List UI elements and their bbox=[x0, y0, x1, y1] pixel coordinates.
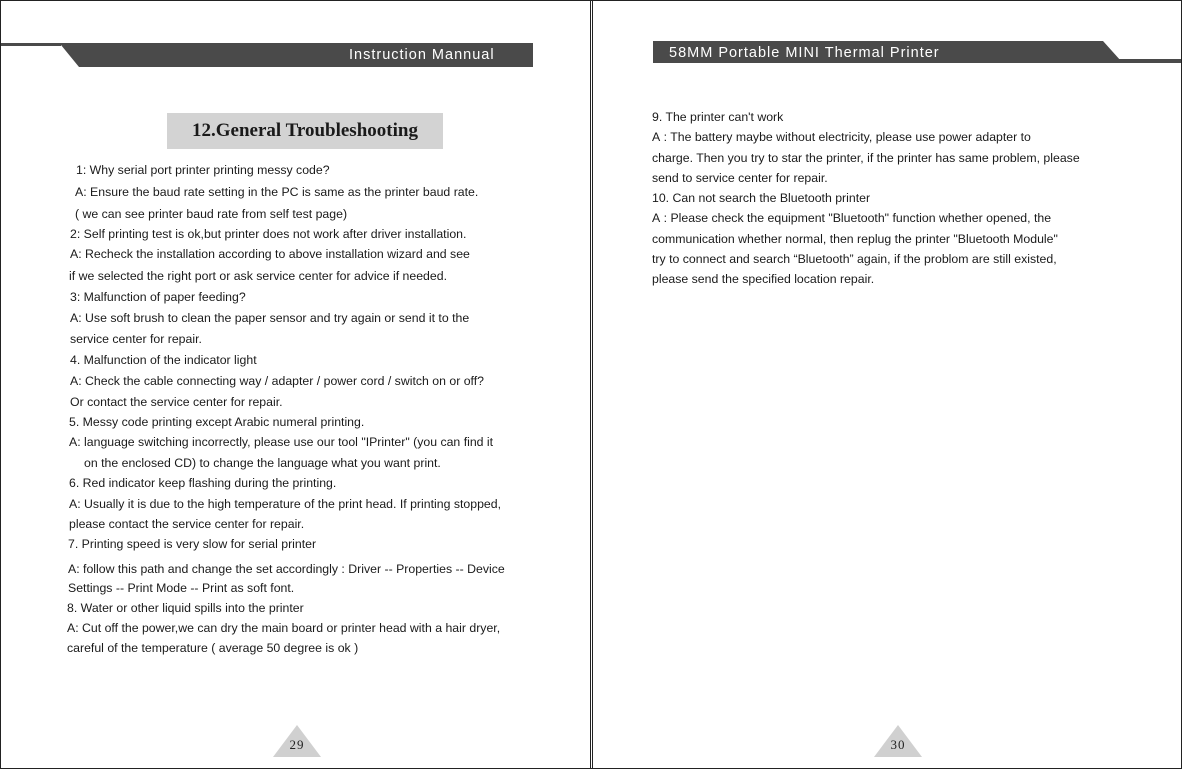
right-header-title: 58MM Portable MINI Thermal Printer bbox=[669, 45, 940, 61]
page-number: 29 bbox=[289, 737, 305, 752]
text-line: 3: Malfunction of paper feeding? bbox=[70, 290, 246, 304]
text-line: A: Check the cable connecting way / adapter / power cord / switch on or off? bbox=[70, 374, 484, 388]
text-line: service center for repair. bbox=[70, 332, 202, 346]
text-line: careful of the temperature ( average 50 degree is ok ) bbox=[67, 641, 359, 655]
left-header-title: Instruction Mannual bbox=[349, 47, 495, 63]
text-line: 10. Can not search the Bluetooth printer bbox=[652, 191, 871, 205]
page-number-marker bbox=[273, 725, 321, 757]
text-line: charge. Then you try to star the printer, if the printer has same problem, please bbox=[652, 151, 1080, 165]
text-line: Or contact the service center for repair. bbox=[70, 395, 283, 409]
text-line: 4. Malfunction of the indicator light bbox=[70, 353, 257, 367]
text-line: A: Recheck the installation according to above installation wizard and see bbox=[70, 247, 470, 261]
text-line: 1: Why serial port printer printing messy code? bbox=[76, 163, 330, 177]
text-line: A: Cut off the power,we can dry the main board or printer head with a hair dryer, bbox=[67, 621, 501, 635]
text-line: A: Usually it is due to the high temperature of the print head. If printing stopped, bbox=[69, 497, 502, 511]
right-page bbox=[593, 1, 1181, 768]
text-line: A: Ensure the baud rate setting in the PC is same as the printer baud rate. bbox=[75, 185, 479, 199]
text-line: 8. Water or other liquid spills into the printer bbox=[67, 601, 304, 615]
text-line: ( we can see printer baud rate from self test page) bbox=[75, 207, 348, 221]
left-page bbox=[1, 1, 591, 768]
text-line: please send the specified location repair. bbox=[652, 272, 875, 286]
text-line: if we selected the right port or ask service center for advice if needed. bbox=[69, 269, 447, 283]
page-number: 30 bbox=[890, 737, 906, 752]
text-line: on the enclosed CD) to change the language what you want print. bbox=[84, 456, 441, 470]
page-number-marker bbox=[874, 725, 922, 757]
section-title: 12.General Troubleshooting bbox=[167, 113, 443, 149]
text-line: 9. The printer can't work bbox=[652, 110, 784, 124]
text-line: A: Use soft brush to clean the paper sensor and try again or send it to the bbox=[70, 311, 470, 325]
text-line: A : Please check the equipment "Bluetooth" function whether opened, the bbox=[652, 211, 1052, 225]
text-line: try to connect and search “Bluetooth” again, if the problom are still existed, bbox=[652, 252, 1057, 266]
text-line: communication whether normal, then replug the printer "Bluetooth Module" bbox=[652, 232, 1058, 246]
text-line: please contact the service center for repair. bbox=[69, 517, 305, 531]
text-line: send to service center for repair. bbox=[652, 171, 828, 185]
text-line: 2: Self printing test is ok,but printer does not work after driver installation. bbox=[70, 227, 467, 241]
text-line: A: language switching incorrectly, please use our tool "IPrinter" (you can find it bbox=[69, 435, 494, 449]
text-line: 5. Messy code printing except Arabic numeral printing. bbox=[69, 415, 365, 429]
text-line: 7. Printing speed is very slow for serial printer bbox=[68, 537, 317, 551]
text-line: Settings -- Print Mode -- Print as soft font. bbox=[68, 581, 295, 595]
text-line: A: follow this path and change the set accordingly : Driver -- Properties -- Device bbox=[68, 562, 505, 576]
text-line: 6. Red indicator keep flashing during the printing. bbox=[69, 476, 337, 490]
text-line: A : The battery maybe without electricity, please use power adapter to bbox=[652, 130, 1031, 144]
